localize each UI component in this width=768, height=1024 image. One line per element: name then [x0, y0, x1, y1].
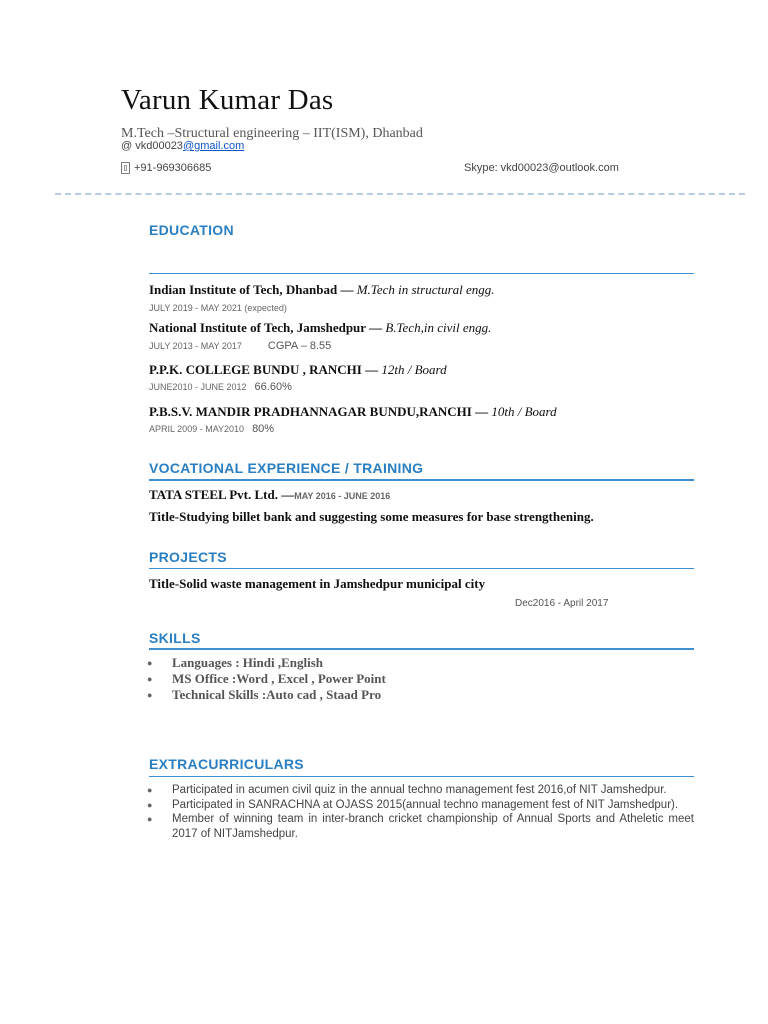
bullet-icon: ●	[147, 658, 153, 668]
institute-name: P.B.S.V. MANDIR PRADHANNAGAR BUNDU,RANCHI	[149, 404, 472, 419]
list-item	[147, 798, 694, 813]
email-link[interactable]: @gmail.com	[182, 140, 245, 152]
skills-rule	[149, 648, 694, 650]
institute-name: National Institute of Tech, Jamshedpur	[149, 320, 366, 335]
education-dates	[149, 381, 292, 393]
vocational-heading: VOCATIONAL EXPERIENCE / TRAINING	[149, 460, 424, 476]
header-divider	[55, 193, 745, 195]
project-title: Title-Solid waste management in Jamshedpur municipal city	[149, 576, 486, 591]
degree: 12th / Board	[381, 362, 447, 377]
vocational-company-line	[149, 487, 390, 503]
bullet-icon: ●	[147, 799, 153, 810]
vocational-rule	[149, 479, 694, 481]
education-heading: EDUCATION	[149, 222, 234, 238]
extracurriculars-list	[147, 783, 694, 841]
activity-text: Member of winning team in inter-branch cricket championship of Annual Sports and Atheletic meet 2017 of NITJamshedpur.	[172, 813, 694, 840]
email-prefix: @ vkd00023	[121, 140, 183, 152]
list-item	[147, 655, 386, 671]
list-item	[147, 671, 386, 687]
entry-separator: —	[471, 404, 492, 419]
bullet-icon: ●	[147, 814, 153, 824]
entry-separator: —	[365, 320, 386, 335]
date-range: JULY 2019 - MAY 2021 (expected)	[149, 303, 287, 313]
candidate-subtitle: M.Tech –Structural engineering – IIT(ISM), Dhanbad	[121, 126, 423, 141]
degree: M.Tech in structural engg.	[356, 282, 495, 297]
bullet-icon: ●	[147, 690, 153, 700]
education-entry	[149, 282, 495, 298]
score: 66.60%	[254, 381, 292, 393]
vocational-dates: MAY 2016 - JUNE 2016	[294, 491, 391, 501]
institute-name: Indian Institute of Tech, Dhanbad	[149, 282, 338, 297]
degree: B.Tech,in civil engg.	[385, 320, 492, 335]
phone-number: +91-969306685	[134, 162, 212, 174]
projects-heading: PROJECTS	[149, 549, 227, 565]
phone-line	[121, 162, 211, 174]
date-range: APRIL 2009 - MAY2010	[149, 424, 245, 434]
entry-separator: —	[361, 362, 382, 377]
skill-text: Technical Skills :Auto cad , Staad Pro	[172, 687, 382, 702]
extracurriculars-rule	[149, 776, 694, 777]
skill-text: Languages : Hindi ,English	[172, 655, 323, 670]
score: 80%	[252, 423, 275, 435]
extracurriculars-heading: EXTRACURRICULARS	[149, 756, 304, 772]
education-entry	[149, 404, 557, 420]
activity-text: Participated in SANRACHNA at OJASS 2015(annual techno management fest of NIT Jamshedpur).	[172, 798, 679, 811]
education-dates	[149, 303, 287, 313]
skills-list	[147, 655, 386, 703]
skills-heading: SKILLS	[149, 630, 201, 646]
entry-separator: —	[337, 282, 357, 297]
projects-rule	[149, 568, 694, 569]
education-entry	[149, 362, 447, 378]
vocational-title: Title-Studying billet bank and suggesting some measures for base strengthening.	[149, 509, 594, 524]
skill-text: MS Office :Word , Excel , Power Point	[172, 671, 386, 686]
institute-name: P.P.K. COLLEGE BUNDU , RANCHI	[149, 362, 362, 377]
skype-contact: Skype: vkd00023@outlook.com	[464, 162, 619, 174]
activity-text: Participated in acumen civil quiz in the annual techno management fest 2016,of NIT Jamshedpur.	[172, 784, 667, 796]
education-entry	[149, 320, 491, 336]
bullet-icon: ●	[147, 785, 153, 795]
date-range: JULY 2013 - MAY 2017	[149, 341, 242, 351]
date-range: JUNE2010 - JUNE 2012	[149, 382, 247, 392]
project-dates: Dec2016 - April 2017	[515, 598, 609, 609]
list-item	[147, 687, 386, 703]
education-dates	[149, 423, 274, 435]
score: CGPA – 8.55	[267, 340, 332, 352]
phone-icon	[121, 162, 130, 174]
email-line	[121, 140, 244, 152]
bullet-icon: ●	[147, 674, 153, 684]
degree: 10th / Board	[491, 404, 557, 419]
list-item	[147, 812, 694, 841]
education-rule	[149, 273, 694, 274]
candidate-name: Varun Kumar Das	[121, 84, 334, 116]
list-item	[147, 783, 694, 798]
company-name: TATA STEEL Pvt. Ltd. —	[149, 487, 295, 502]
education-dates	[149, 340, 331, 352]
